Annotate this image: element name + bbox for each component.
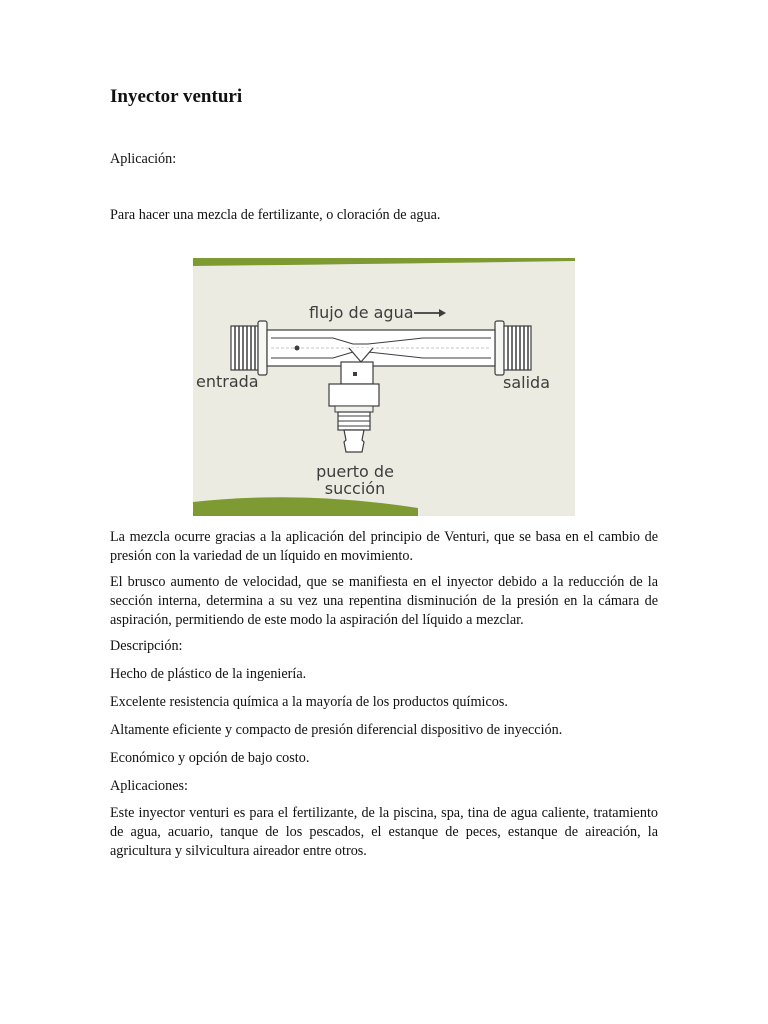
venturi-injector-illustration — [193, 258, 575, 516]
intro-paragraph: Para hacer una mezcla de fertilizante, o cloración de agua. — [110, 207, 441, 223]
applications-paragraph: Este inyector venturi es para el fertilizante, de la piscina, spa, tina de agua caliente, tratamiento de agua, acuario, tanque de los pescados, el estanque de peces, estanque de aireación, la agricultura y silvicultura aireador entre otros. — [110, 805, 658, 859]
applications-heading: Aplicaciones: — [110, 778, 189, 794]
description-heading: Descripción: — [110, 638, 183, 654]
description-item-4: Económico y opción de bajo costo. — [110, 750, 310, 766]
inlet-thread — [231, 321, 267, 375]
description-item-2: Excelente resistencia química a la mayoría de los productos químicos. — [110, 694, 508, 710]
page-title: Inyector venturi — [110, 86, 243, 107]
venturi-injector-diagram — [193, 258, 575, 516]
injector-body — [267, 330, 495, 366]
outlet-thread — [495, 321, 531, 375]
description-item-3: Altamente eficiente y compacto de presión diferencial dispositivo de inyección. — [110, 722, 563, 738]
velocity-paragraph: El brusco aumento de velocidad, que se manifiesta en el inyector debido a la reducción de la sección interna, determina a su vez una repentina disminución de la presión en la cámara de aspiración, permitiendo de este modo la aspiración del líquido a mezclar. — [110, 574, 658, 628]
inlet-label: entrada — [196, 372, 259, 391]
application-heading: Aplicación: — [110, 151, 177, 167]
description-item-1: Hecho de plástico de la ingeniería. — [110, 666, 307, 682]
venturi-principle-paragraph: La mezcla ocurre gracias a la aplicación del principio de Venturi, que se basa en el cambio de presión con la variedad de un líquido en movimiento. — [110, 529, 658, 564]
outlet-label: salida — [503, 373, 550, 392]
flow-label: flujo de agua — [309, 303, 414, 322]
suction-label-line1: puerto de — [316, 462, 394, 481]
suction-label-line2: succión — [324, 479, 386, 498]
